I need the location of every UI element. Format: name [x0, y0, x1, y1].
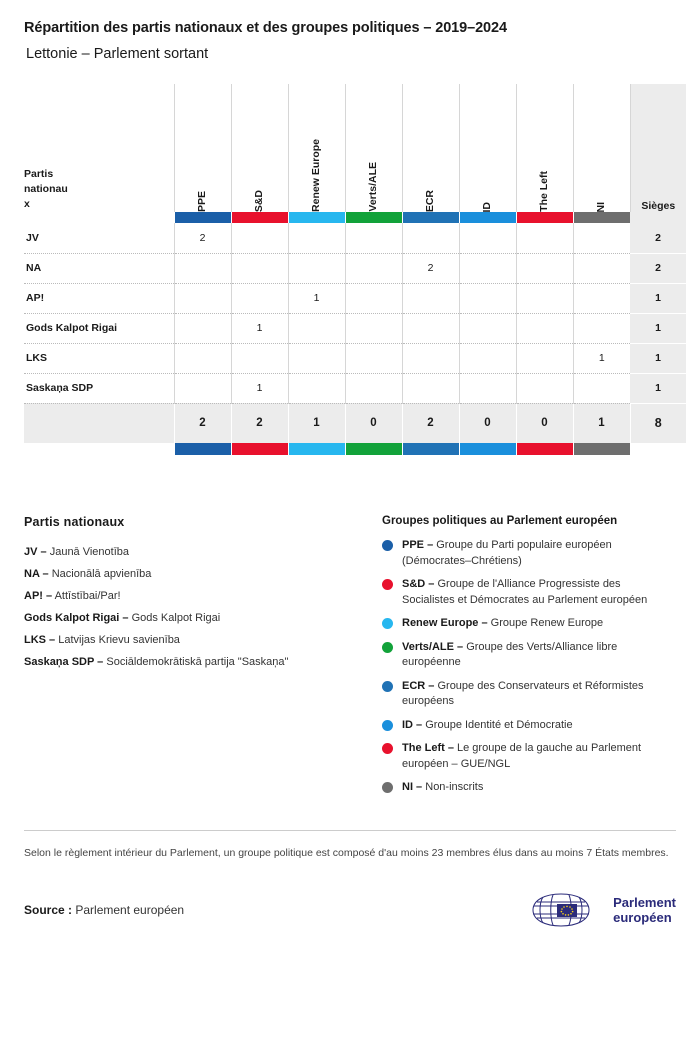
list-item [382, 718, 676, 734]
footbar-ni [573, 443, 630, 455]
footbar-spacer [24, 443, 174, 455]
party-abbr: AP! – [24, 590, 53, 602]
seats-column-header: Sièges [630, 84, 686, 212]
party-name: Attīstībai/Par! [54, 590, 121, 602]
group-abbr: ID – [402, 718, 423, 731]
party-name: Sociāldemokrātiskā partija "Saskaņa" [106, 656, 289, 668]
cell-0-1 [231, 223, 288, 253]
cell-1-1 [231, 253, 288, 283]
group-legend-text [402, 616, 603, 632]
group-name: Groupe Renew Europe [490, 617, 604, 629]
cell-4-2 [288, 343, 345, 373]
list-item [24, 585, 382, 607]
list-item [382, 616, 676, 632]
cell-0-7 [573, 223, 630, 253]
group-abbr: S&D – [402, 578, 435, 590]
cell-5-0 [174, 373, 231, 403]
group-legend-text [402, 640, 676, 671]
group-name: Groupe du Parti populaire européen (Démocrates–Chrétiens) [402, 539, 612, 567]
group-name: Groupe Identité et Démocratie [425, 718, 573, 731]
matrix-header-row [24, 84, 686, 212]
row-party-name: NA [24, 253, 174, 283]
ep-emblem-icon [531, 891, 605, 929]
cell-3-4 [402, 313, 459, 343]
source-row [24, 891, 676, 929]
list-item [24, 651, 382, 673]
colorbar-ecr [402, 212, 459, 223]
table-row [24, 343, 686, 373]
cell-5-5 [459, 373, 516, 403]
cell-1-2 [288, 253, 345, 283]
totals-label [24, 403, 174, 443]
cell-5-1: 1 [231, 373, 288, 403]
row-seats-total: 2 [630, 253, 686, 283]
list-item [382, 538, 676, 569]
cell-4-5 [459, 343, 516, 373]
footbar-ecr [402, 443, 459, 455]
party-name: Nacionālā apvienība [51, 568, 152, 580]
group-name: Groupe des Verts/Alliance libre européenne [402, 640, 618, 668]
party-abbr: LKS – [24, 634, 56, 646]
group-color-dot-icon [382, 642, 393, 653]
total-ppe: 2 [174, 403, 231, 443]
grand-total: 8 [630, 403, 686, 443]
footer-note: Selon le règlement intérieur du Parlement, un groupe politique est composé d'au moins 23 membres élus dans au moins 7 États membres. [24, 846, 669, 859]
table-row [24, 253, 686, 283]
cell-3-5 [459, 313, 516, 343]
table-row [24, 313, 686, 343]
source-text [24, 903, 184, 917]
cell-3-3 [345, 313, 402, 343]
cell-1-5 [459, 253, 516, 283]
footbar-verts-ale [345, 443, 402, 455]
cell-2-5 [459, 283, 516, 313]
legends-section [24, 515, 676, 804]
group-column-header-ecr: ECR [402, 84, 459, 212]
row-seats-total: 2 [630, 223, 686, 253]
group-column-header-the-left: The Left [516, 84, 573, 212]
cell-2-6 [516, 283, 573, 313]
group-color-dot-icon [382, 618, 393, 629]
total-the-left: 0 [516, 403, 573, 443]
footbar-renew-europe [288, 443, 345, 455]
row-party-name: LKS [24, 343, 174, 373]
party-name: Jaunā Vienotība [49, 546, 130, 558]
total-ecr: 2 [402, 403, 459, 443]
party-name: Gods Kalpot Rigai [131, 612, 221, 624]
row-seats-total: 1 [630, 343, 686, 373]
page-subtitle: Lettonie – Parlement sortant [26, 46, 209, 62]
cell-5-2 [288, 373, 345, 403]
cell-1-6 [516, 253, 573, 283]
cell-3-0 [174, 313, 231, 343]
list-item [382, 640, 676, 671]
list-item [24, 541, 382, 563]
cell-1-3 [345, 253, 402, 283]
footbar-id [459, 443, 516, 455]
totals-row [24, 403, 686, 443]
cell-0-3 [345, 223, 402, 253]
footbar-seats-spacer [630, 443, 686, 455]
cell-5-4 [402, 373, 459, 403]
group-abbr: ECR – [402, 679, 435, 692]
party-column-header: Partis nationau x [24, 168, 68, 210]
group-column-header-renew-europe: Renew Europe [288, 84, 345, 212]
colorbar-ppe [174, 212, 231, 223]
row-party-name: Saskaņa SDP [24, 373, 174, 403]
cell-2-1 [231, 283, 288, 313]
party-abbr: JV – [24, 546, 47, 558]
ep-logo-text [613, 895, 676, 925]
cell-1-7 [573, 253, 630, 283]
source-label: Source : [24, 902, 73, 917]
list-item [382, 780, 676, 796]
group-abbr: The Left – [402, 742, 454, 754]
list-item [24, 607, 382, 629]
total-verts-ale: 0 [345, 403, 402, 443]
cell-4-4 [402, 343, 459, 373]
party-abbr: NA – [24, 568, 49, 580]
total-ni: 1 [573, 403, 630, 443]
row-seats-total: 1 [630, 373, 686, 403]
group-column-header-ppe: PPE [174, 84, 231, 212]
colorbar-id [459, 212, 516, 223]
political-groups-legend [382, 515, 676, 804]
group-legend-text [402, 741, 676, 772]
group-legend-text [402, 538, 676, 569]
group-column-header-s-d: S&D [231, 84, 288, 212]
cell-5-7 [573, 373, 630, 403]
ep-logo-line2: européen [613, 909, 672, 925]
group-name: Non-inscrits [425, 781, 484, 793]
group-color-dot-icon [382, 681, 393, 692]
cell-2-7 [573, 283, 630, 313]
national-parties-legend [24, 515, 382, 804]
group-column-header-id: ID [459, 84, 516, 212]
cell-3-6 [516, 313, 573, 343]
group-legend-text [402, 718, 573, 734]
row-seats-total: 1 [630, 283, 686, 313]
cell-0-4 [402, 223, 459, 253]
national-parties-legend-title: Partis nationaux [24, 515, 125, 529]
cell-2-4 [402, 283, 459, 313]
party-name: Latvijas Krievu savienība [58, 634, 180, 646]
total-renew-europe: 1 [288, 403, 345, 443]
row-party-name: Gods Kalpot Rigai [24, 313, 174, 343]
cell-5-6 [516, 373, 573, 403]
row-seats-total: 1 [630, 313, 686, 343]
list-item [24, 629, 382, 651]
cell-0-6 [516, 223, 573, 253]
colorbar-verts-ale [345, 212, 402, 223]
cell-2-3 [345, 283, 402, 313]
group-abbr: NI – [402, 781, 423, 793]
group-colorbar-row [24, 212, 686, 223]
cell-4-7: 1 [573, 343, 630, 373]
cell-0-2 [288, 223, 345, 253]
page-title: Répartition des partis nationaux et des groupes politiques – 2019–2024 [24, 20, 507, 36]
footbar-s-d [231, 443, 288, 455]
cell-1-0 [174, 253, 231, 283]
group-column-header-ni: NI [573, 84, 630, 212]
group-colorbar-bottom-row [24, 443, 686, 455]
group-legend-text [402, 780, 483, 796]
cell-2-0 [174, 283, 231, 313]
cell-3-1: 1 [231, 313, 288, 343]
colorbar-ni [573, 212, 630, 223]
footbar-the-left [516, 443, 573, 455]
matrix-table [24, 84, 686, 455]
row-party-name: AP! [24, 283, 174, 313]
cell-4-6 [516, 343, 573, 373]
list-item [24, 563, 382, 585]
party-abbr: Gods Kalpot Rigai – [24, 612, 129, 624]
colorbar-the-left [516, 212, 573, 223]
colorbar-seats-spacer [630, 212, 686, 223]
party-abbr: Saskaņa SDP – [24, 656, 104, 668]
list-item [382, 577, 676, 608]
table-row [24, 223, 686, 253]
cell-3-7 [573, 313, 630, 343]
list-item [382, 679, 676, 710]
group-legend-text [402, 577, 676, 608]
group-name: Groupe de l'Alliance Progressiste des Socialistes et Démocrates au Parlement européen [402, 578, 648, 606]
group-name: Le groupe de la gauche au Parlement européen – GUE/NGL [402, 742, 642, 770]
cell-1-4: 2 [402, 253, 459, 283]
cell-4-3 [345, 343, 402, 373]
group-abbr: Renew Europe – [402, 617, 488, 629]
cell-5-3 [345, 373, 402, 403]
group-name: Groupe des Conservateurs et Réformistes européens [402, 679, 644, 707]
list-item [382, 741, 676, 772]
total-id: 0 [459, 403, 516, 443]
cell-4-0 [174, 343, 231, 373]
cell-2-2: 1 [288, 283, 345, 313]
cell-3-2 [288, 313, 345, 343]
total-s-d: 2 [231, 403, 288, 443]
group-color-dot-icon [382, 720, 393, 731]
political-groups-legend-title: Groupes politiques au Parlement européen [382, 515, 618, 527]
european-parliament-logo [531, 891, 676, 929]
group-abbr: Verts/ALE – [402, 640, 464, 653]
source-value: Parlement européen [75, 902, 185, 917]
cell-4-1 [231, 343, 288, 373]
table-row [24, 283, 686, 313]
group-abbr: PPE – [402, 539, 434, 551]
cell-0-5 [459, 223, 516, 253]
group-color-dot-icon [382, 579, 393, 590]
ep-logo-line1: Parlement [613, 894, 676, 910]
colorbar-spacer [24, 212, 174, 223]
footbar-ppe [174, 443, 231, 455]
row-party-name: JV [24, 223, 174, 253]
colorbar-renew-europe [288, 212, 345, 223]
group-legend-text [402, 679, 676, 710]
seat-distribution-matrix [24, 84, 676, 455]
table-row [24, 373, 686, 403]
group-color-dot-icon [382, 743, 393, 754]
group-color-dot-icon [382, 782, 393, 793]
group-column-header-verts-ale: Verts/ALE [345, 84, 402, 212]
cell-0-0: 2 [174, 223, 231, 253]
group-color-dot-icon [382, 540, 393, 551]
footer-divider [24, 830, 676, 831]
colorbar-s-d [231, 212, 288, 223]
